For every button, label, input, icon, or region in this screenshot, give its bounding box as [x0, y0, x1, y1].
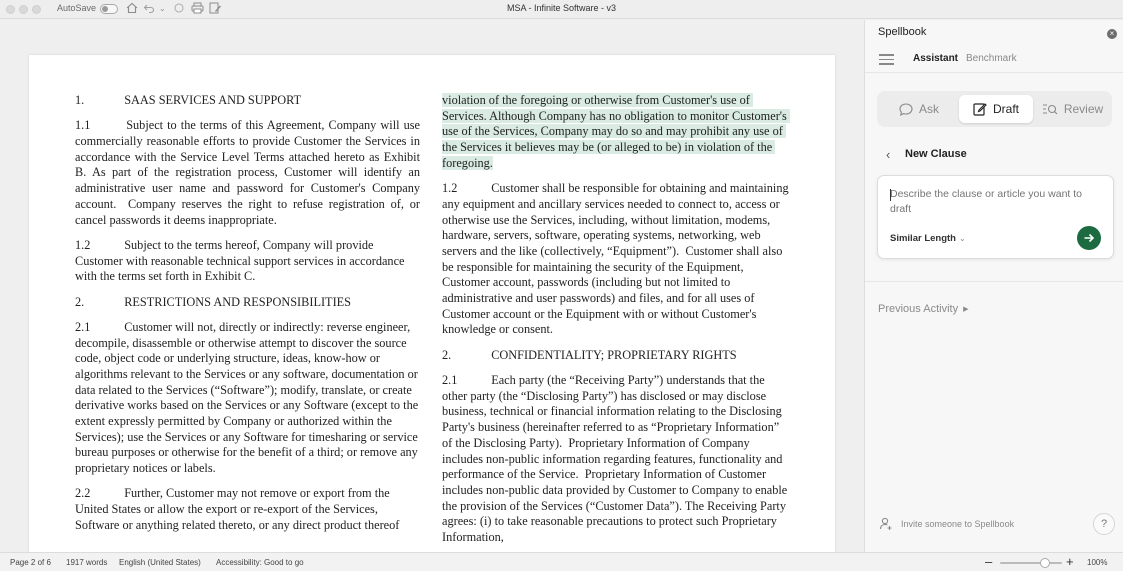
paragraph: 2.1 Customer will not, directly or indirectly: reverse engineer, decompile, disassemble or otherwise attempt to discover the source code, object code or underlying structure, ideas, know-how or algorithms relevant to the Services or any software, documentation or data related to the Services (“Software”); modify, translate, or create derivative works based on the Services or any Software (except to the extent expressly permitted by Company or authorized within the Services); use the Services or any Software for timesharing or service bureau purposes or otherwise for the benefit of a third; or remove any proprietary notices or labels. [75, 319, 422, 476]
section-heading: 1. SAAS SERVICES AND SUPPORT [75, 93, 302, 107]
mode-switcher [877, 91, 1112, 127]
tab-assistant[interactable]: Assistant [913, 53, 959, 64]
mode-review-button[interactable] [1035, 95, 1110, 123]
mode-draft-button[interactable] [959, 95, 1033, 123]
paragraph: 1.2 Customer shall be responsible for obtaining and maintaining any equipment and ancillary services needed to connect to, access or otherwise use the Services, including, without limitation, modems, hardware, servers, software, operating systems, networking, web servers and the like (collectively, “Equipment”). Customer shall also be responsible for maintaining the security of the Equipment, Customer account, passwords (including but not limited to administrative and user passwords) and files, and for all uses of Customer account or the Equipment with or without Customer's knowledge or consent. [442, 181, 792, 337]
clause-description-input[interactable] [890, 187, 1090, 217]
chevron-down-icon[interactable]: ⌄ [159, 4, 166, 13]
paragraph: 2.1 Each party (the “Receiving Party”) understands that the other party (the “Disclosing Party”) has disclosed or may disclose business, technical or financial information relating to the Disclosing Party's business (hereinafter referred to as “Proprietary Information” of the Disclosing Party). Proprietary Information of Company includes non-public information regarding features, functionality and performance of the Service. Proprietary Information of Customer includes non-public data provided by Customer to Company to enable the provision of the Services (“Customer Data”). The Receiving Party agrees: (i) to take reasonable precautions to protect such Proprietary Information, [442, 373, 791, 545]
status-bar [0, 552, 1123, 571]
window-title: MSA - Infinite Software - v3 [506, 3, 617, 13]
sidebar-title: Spellbook [878, 26, 927, 38]
left-column [75, 93, 424, 543]
chat-bubble-icon [899, 103, 913, 116]
draft-pencil-icon [973, 102, 987, 116]
autosave-label: AutoSave [57, 3, 97, 13]
help-button[interactable]: ? [1093, 513, 1115, 535]
length-dropdown-label: Similar Length [890, 233, 956, 244]
mode-ask-button[interactable] [881, 95, 957, 123]
divider [865, 72, 1123, 73]
chevron-down-icon: ⌄ [958, 234, 966, 243]
menu-icon[interactable] [879, 54, 894, 68]
submit-draft-button[interactable] [1077, 226, 1101, 250]
prompt-card [877, 175, 1114, 259]
mode-draft-label: Draft [992, 102, 1019, 116]
highlighted-text: violation of the foregoing or otherwise from Customer's use of Services. Although Company has no obligation to monitor Customer's use of the Services, Company may do so and may prohibit any use of the Services it believes may be (or alleged to be) in violation of the foregoing. [442, 93, 790, 170]
divider [865, 281, 1123, 282]
zoom-out-button[interactable]: – [985, 554, 993, 569]
arrow-right-icon [1083, 232, 1095, 244]
paragraph: 2.2 Further, Customer may not remove or export from the United States or allow the export or re-export of the Services, Software or anything related thereto, or any direct product thereof [75, 486, 400, 532]
word-count[interactable]: 1917 words [66, 558, 108, 567]
document-page[interactable] [29, 55, 835, 552]
close-sidebar-button[interactable] [1107, 29, 1117, 39]
document-area[interactable] [0, 20, 864, 552]
back-chevron-icon[interactable]: ‹ [886, 147, 891, 162]
mode-ask-label: Ask [918, 102, 939, 116]
language-indicator[interactable]: English (United States) [119, 558, 201, 567]
new-clause-title: New Clause [905, 148, 967, 160]
page-count[interactable]: Page 2 of 6 [10, 558, 51, 567]
right-column [442, 93, 792, 552]
paragraph: 1.2 Subject to the terms hereof, Company will provide Customer with reasonable technical support services in accordance with the terms set forth in Exhibit C. [75, 237, 408, 284]
section-heading: 2. RESTRICTIONS AND RESPONSIBILITIES [75, 294, 352, 309]
accessibility-status[interactable]: Accessibility: Good to go [216, 558, 304, 567]
zoom-level[interactable]: 100% [1087, 558, 1108, 567]
tab-benchmark[interactable]: Benchmark [966, 53, 1017, 64]
invite-link[interactable] [879, 517, 1014, 531]
zoom-in-button[interactable]: + [1066, 554, 1074, 569]
spellbook-sidebar [864, 20, 1123, 552]
review-search-icon [1042, 103, 1058, 116]
previous-activity-label: Previous Activity [878, 303, 959, 315]
add-user-icon [879, 517, 893, 531]
length-dropdown[interactable] [890, 233, 966, 244]
zoom-slider[interactable] [1000, 562, 1062, 564]
zoom-slider-thumb[interactable] [1040, 558, 1050, 568]
paragraph: 1.1 Subject to the terms of this Agreement, Company will use commercially reasonable efforts to provide Customer the Services in accordance with the Service Level Terms attached hereto as Exhibit B. As part of the registration process, Customer will identify an administrative user name and password for Customer's Company account. Company reserves the right to refuse registration of, or cancel passwords it deems inappropriate. [75, 118, 424, 227]
close-icon: × [1109, 29, 1115, 38]
invite-label: Invite someone to Spellbook [901, 519, 1015, 529]
previous-activity-toggle[interactable] [878, 303, 968, 315]
highlighted-paragraph [442, 93, 789, 172]
caret-right-icon: ▶ [963, 306, 969, 313]
mode-review-label: Review [1063, 102, 1104, 116]
section-heading: 2. CONFIDENTIALITY; PROPRIETARY RIGHTS [442, 347, 737, 362]
title-bar [0, 0, 1123, 19]
text-caret [890, 189, 891, 201]
